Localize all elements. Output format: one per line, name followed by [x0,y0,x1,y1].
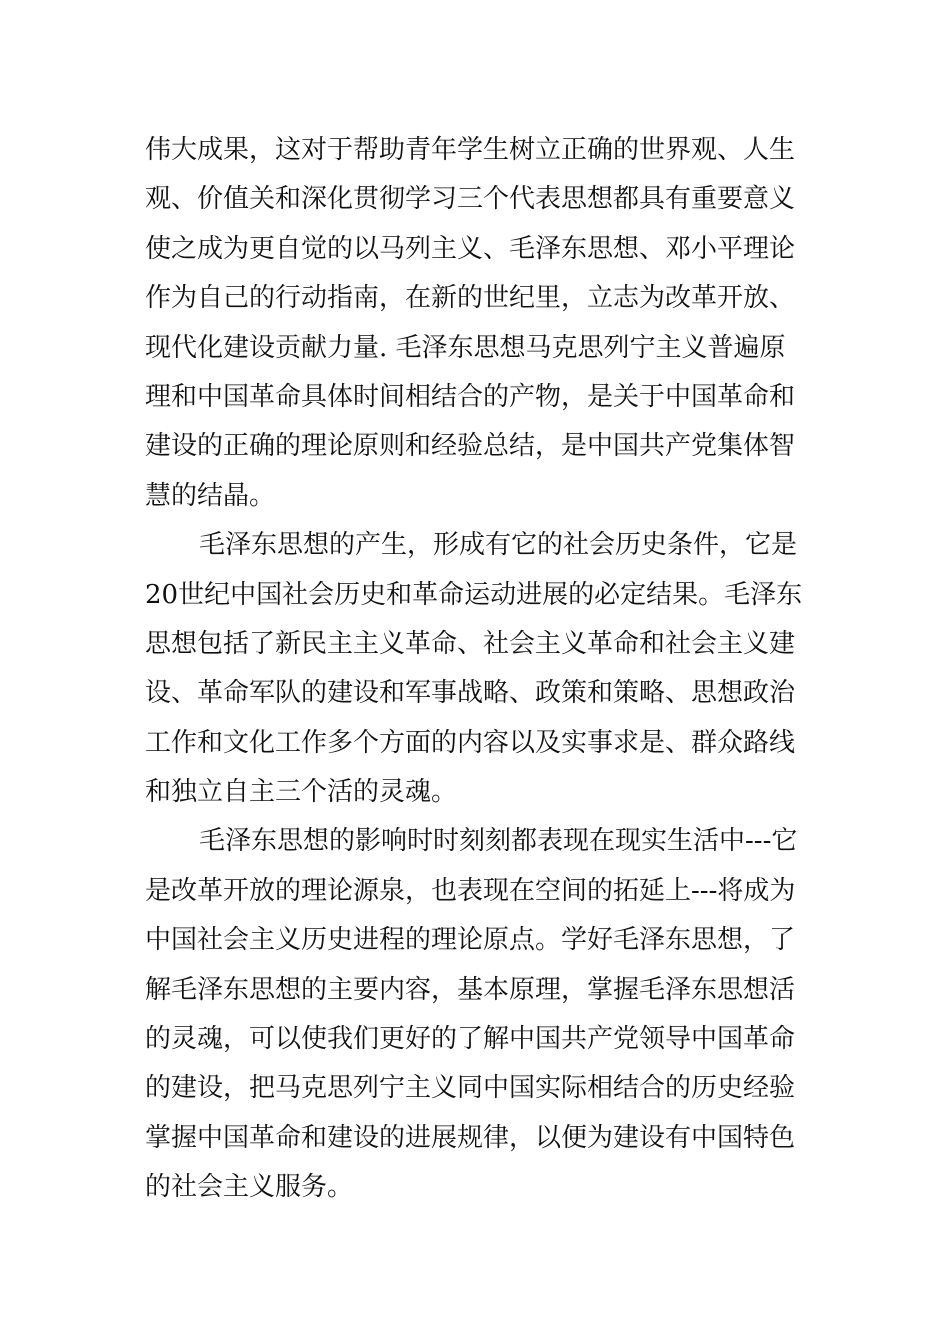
paragraph-line: 现代化建设贡献力量. 毛泽东思想马克思列宁主义普遍原 [145,332,786,363]
paragraph-line: 设、革命军队的建设和军事战略、政策和策略、思想政治 [145,678,796,709]
paragraph-line: 解毛泽东思想的主要内容，基本原理，掌握毛泽东思想活 [145,974,796,1005]
paragraph-line: 掌握中国革命和建设的进展规律，以便为建设有中国特色 [145,1122,796,1153]
paragraph-line: 工作和文化工作多个方面的内容以及实事求是、群众路线 [145,727,796,758]
paragraph-line: 使之成为更自觉的以马列主义、毛泽东思想、邓小平理论 [145,233,796,264]
paragraph-line: 的社会主义服务。 [145,1172,354,1203]
paragraph-3 [145,817,815,1212]
paragraph-line: 慧的结晶。 [145,480,276,511]
paragraph-line: 的灵魂，可以使我们更好的了解中国共产党领导中国革命 [145,1024,796,1055]
paragraph-line: 作为自己的行动指南，在新的世纪里，立志为改革开放、 [145,283,796,314]
paragraph-line: 的建设，把马克思列宁主义同中国实际相结合的历史经验 [145,1073,796,1104]
paragraph-line: 观、价值关和深化贯彻学习三个代表思想都具有重要意义 [145,184,796,215]
paragraph-line: 20世纪中国社会历史和革命运动进展的必定结果。毛泽东 [145,579,803,610]
paragraph-1 [145,126,815,521]
paragraph-2 [145,521,815,817]
paragraph-line: 思想包括了新民主主义革命、社会主义革命和社会主义建 [145,628,796,659]
paragraph-line: 建设的正确的理论原则和经验总结，是中国共产党集体智 [145,431,796,462]
paragraph-line: 是改革开放的理论源泉，也表现在空间的拓延上---将成为 [145,875,796,906]
paragraph-line: 理和中国革命具体时间相结合的产物，是关于中国革命和 [145,381,796,412]
paragraph-line: 伟大成果，这对于帮助青年学生树立正确的世界观、人生 [145,135,796,165]
paragraph-first-line: 毛泽东思想的影响时时刻刻都表现在现实生活中---它 [199,826,798,857]
paragraph-line: 和独立自主三个活的灵魂。 [145,777,458,808]
paragraph-line: 中国社会主义历史进程的理论原点。学好毛泽东思想，了 [145,925,796,956]
document-body [145,126,815,1213]
paragraph-first-line: 毛泽东思想的产生，形成有它的社会历史条件，它是 [199,530,798,561]
